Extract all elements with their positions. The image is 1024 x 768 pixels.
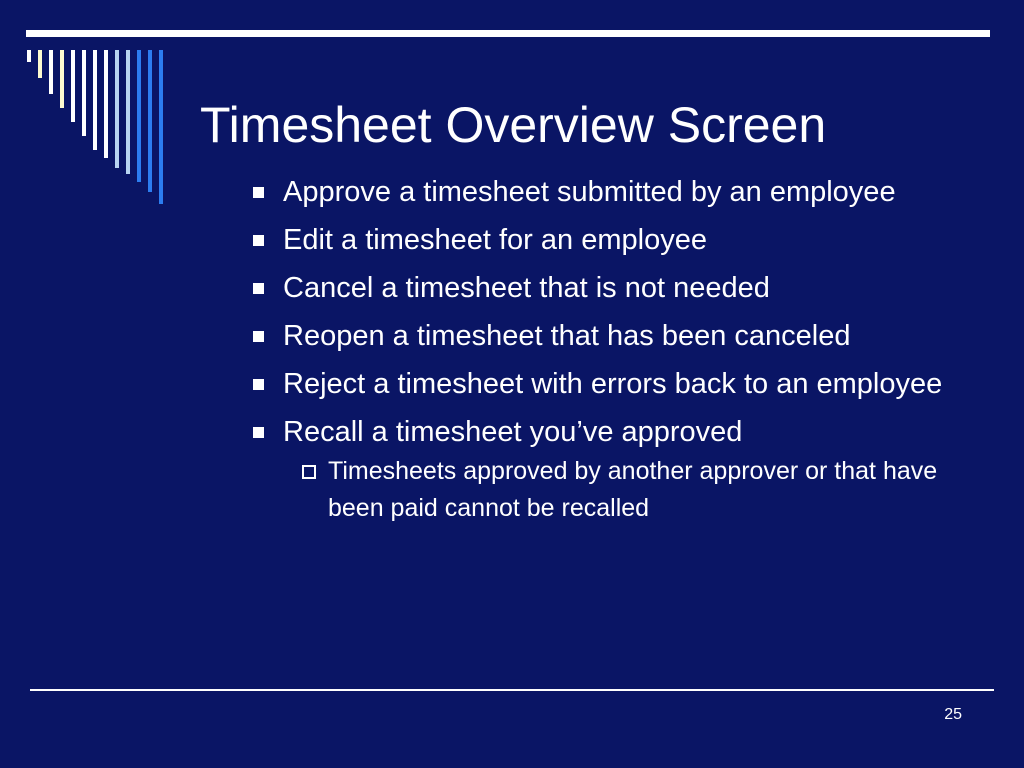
square-bullet-icon bbox=[253, 427, 264, 438]
stripe bbox=[60, 50, 64, 108]
bullet-item bbox=[250, 172, 950, 213]
sub-bullet-item bbox=[283, 453, 950, 527]
bullet-text: Reject a timesheet with errors back to an employee bbox=[283, 368, 943, 400]
bullet-item bbox=[250, 268, 950, 309]
stripe bbox=[27, 50, 31, 62]
stripe bbox=[71, 50, 75, 122]
bullet-item bbox=[250, 412, 950, 527]
square-bullet-icon bbox=[253, 235, 264, 246]
stripe bbox=[126, 50, 130, 174]
square-bullet-icon bbox=[253, 283, 264, 294]
stripe bbox=[38, 50, 42, 78]
bullet-text: Reopen a timesheet that has been canceled bbox=[283, 320, 851, 352]
stripe bbox=[49, 50, 53, 94]
stripe bbox=[159, 50, 163, 204]
hollow-square-bullet-icon bbox=[302, 465, 316, 479]
sub-bullet-text: Timesheets approved by another approver or that have been paid cannot be recalled bbox=[328, 457, 938, 522]
stripe bbox=[137, 50, 141, 182]
stripe bbox=[82, 50, 86, 136]
square-bullet-icon bbox=[253, 331, 264, 342]
bullet-text: Edit a timesheet for an employee bbox=[283, 224, 707, 256]
slide-title: Timesheet Overview Screen bbox=[200, 97, 827, 153]
square-bullet-icon bbox=[253, 187, 264, 198]
bottom-rule bbox=[30, 689, 994, 691]
stripe bbox=[104, 50, 108, 158]
bullet-item bbox=[250, 364, 950, 405]
sub-bullet-list bbox=[283, 453, 950, 527]
slide-number: 25 bbox=[944, 706, 962, 723]
bullet-item bbox=[250, 316, 950, 357]
square-bullet-icon bbox=[253, 379, 264, 390]
stripe bbox=[148, 50, 152, 192]
stripe bbox=[115, 50, 119, 168]
bullet-text: Recall a timesheet you’ve approved bbox=[283, 416, 743, 448]
bullet-text: Approve a timesheet submitted by an employee bbox=[283, 176, 896, 208]
top-rule bbox=[26, 30, 990, 37]
stripe bbox=[93, 50, 97, 150]
bullet-item bbox=[250, 220, 950, 261]
bullet-text: Cancel a timesheet that is not needed bbox=[283, 272, 770, 304]
bullet-list bbox=[250, 172, 950, 534]
